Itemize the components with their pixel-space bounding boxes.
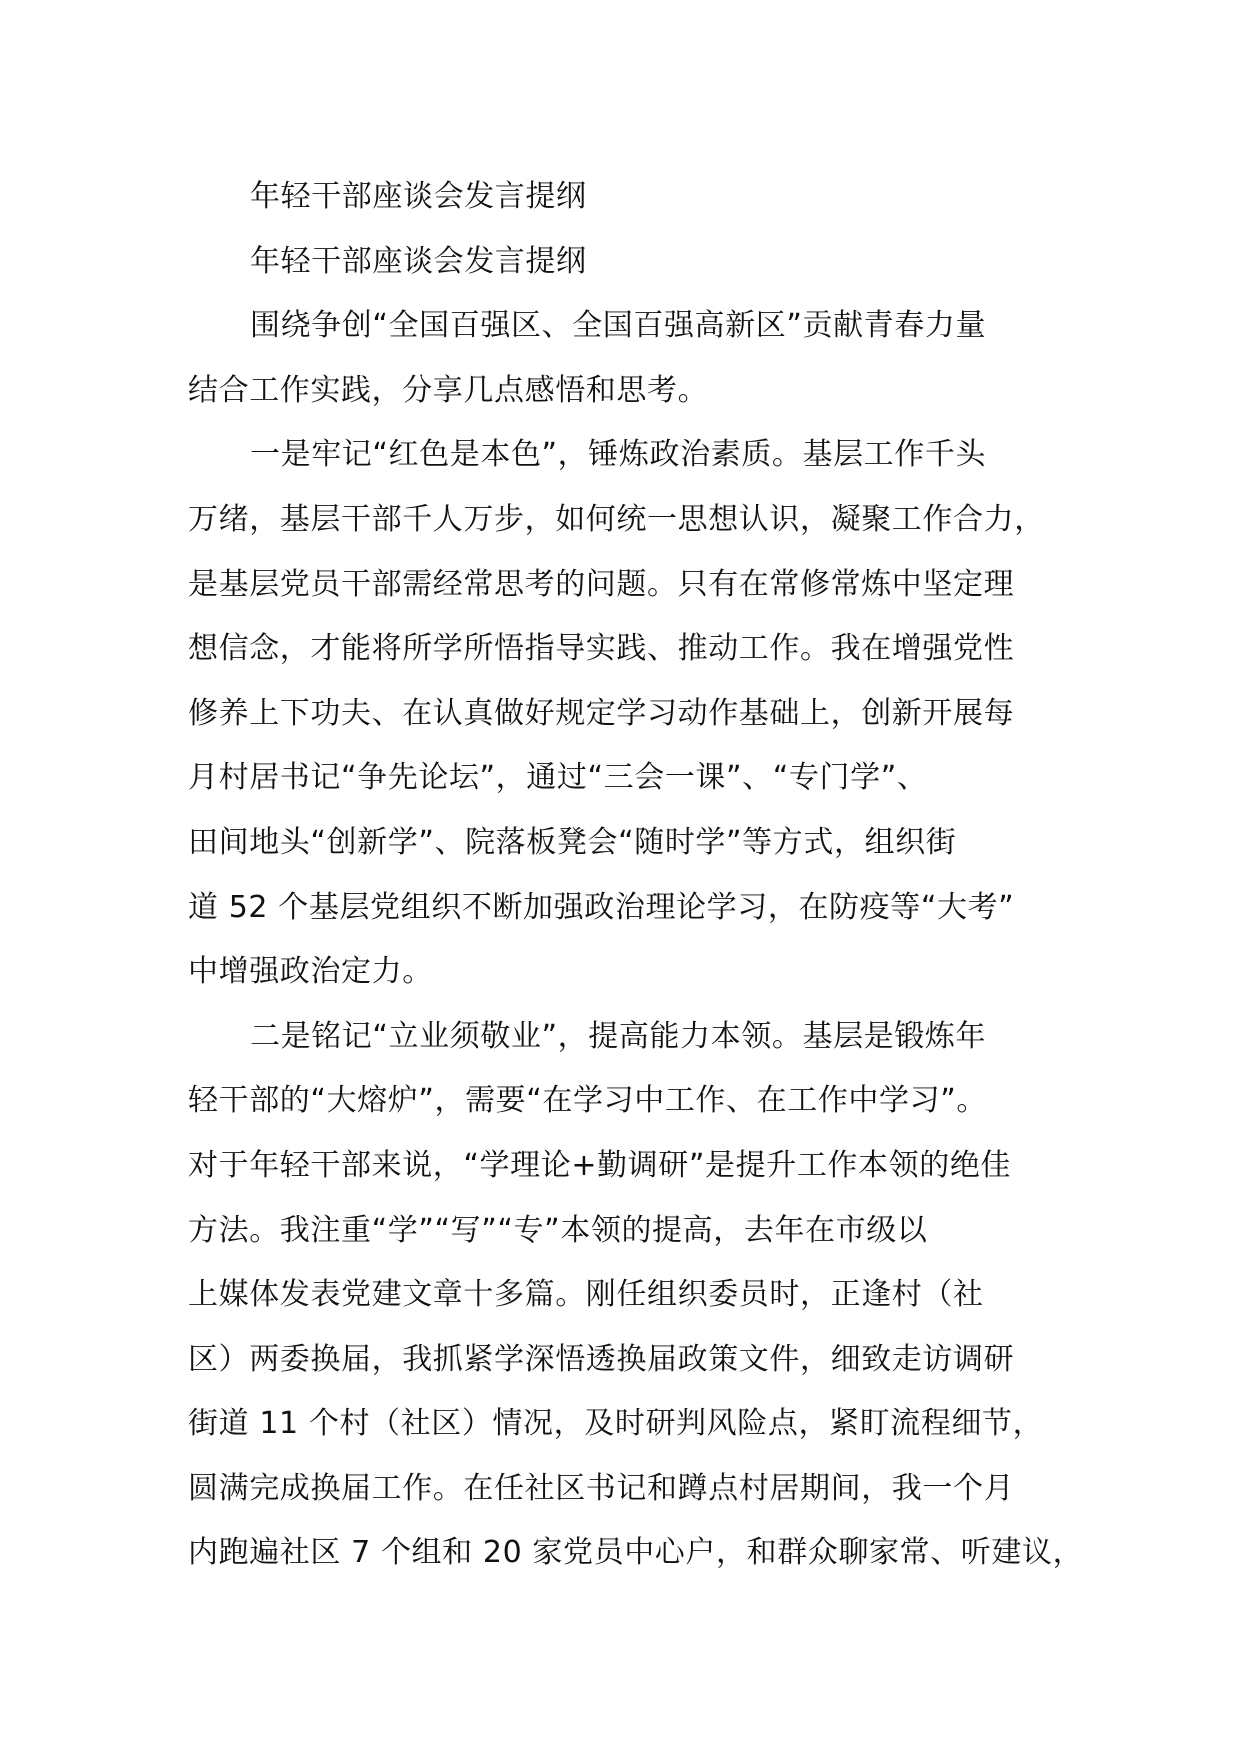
paragraph-line: 中增强政治定力。 (188, 954, 433, 990)
paragraph-line: 二是铭记“立业须敬业”，提高能力本领。基层是锻炼年 (250, 1018, 987, 1054)
paragraph-line: 区）两委换届，我抓紧学深悟透换届政策文件，细致走访调研 (188, 1341, 1015, 1377)
paragraph-line: 田间地头“创新学”、院落板凳会“随时学”等方式，组织街 (188, 824, 957, 860)
paragraph-line: 万绪，基层干部千人万步，如何统一思想认识，凝聚工作合力， (188, 501, 1045, 537)
paragraph-intro (188, 294, 1088, 423)
paragraph-line: 想信念，才能将所学所悟指导实践、推动工作。我在增强党性 (188, 631, 1015, 667)
paragraph-line: 轻干部的“大熔炉”，需要“在学习中工作、在工作中学习”。 (188, 1083, 987, 1119)
paragraph-point-one (188, 423, 1088, 1004)
paragraph-line: 对于年轻干部来说，“学理论+勤调研”是提升工作本领的绝佳 (188, 1147, 1012, 1183)
paragraph-line: 一是牢记“红色是本色”，锤炼政治素质。基层工作千头 (250, 437, 987, 473)
paragraph-line: 月村居书记“争先论坛”，通过“三会一课”、“专门学”、 (188, 760, 928, 796)
paragraph-line: 方法。我注重“学”“写”“专”本领的提高，去年在市级以 (188, 1212, 928, 1248)
paragraph-line: 围绕争创“全国百强区、全国百强高新区”贡献青春力量 (250, 308, 987, 344)
paragraph-point-two (188, 1005, 1088, 1586)
document-subtitle: 年轻干部座谈会发言提纲 (250, 243, 587, 279)
document-title: 年轻干部座谈会发言提纲 (250, 179, 587, 214)
document-body (188, 165, 1088, 1586)
paragraph-line: 街道 11 个村（社区）情况，及时研判风险点，紧盯流程细节， (188, 1406, 1044, 1442)
paragraph-line: 是基层党员干部需经常思考的问题。只有在常修常炼中坚定理 (188, 566, 1015, 602)
paragraph-line: 道 52 个基层党组织不断加强政治理论学习，在防疫等“大考” (188, 889, 1015, 925)
paragraph-line: 内跑遍社区 7 个组和 20 家党员中心户，和群众聊家常、听建议， (188, 1535, 1084, 1571)
paragraph-line: 结合工作实践，分享几点感悟和思考。 (188, 372, 709, 408)
paragraph-line: 圆满完成换届工作。在任社区书记和蹲点村居期间，我一个月 (188, 1470, 1015, 1506)
paragraph-line: 修养上下功夫、在认真做好规定学习动作基础上，创新开展每 (188, 695, 1015, 731)
paragraph-line: 上媒体发表党建文章十多篇。刚任组织委员时，正逢村（社 (188, 1277, 984, 1313)
